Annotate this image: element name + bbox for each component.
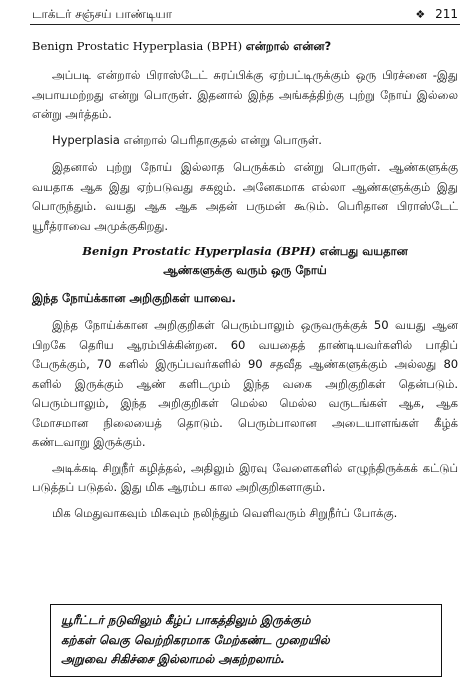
highlight-box (50, 604, 442, 677)
page-header (32, 6, 458, 24)
paragraph: இந்த நோய்க்கான அறிகுறிகள் பெரும்பாலும் ஒருவருக்குக் 50 வயது ஆன பிறகே தெரிய ஆரம்பிக்கின்றன. 60 வயதைத் தாண்டியவர்களில் பாதிப் பேருக்கும், 70 களில் இருப்பவர்களில் 90 சதவீத ஆண்களுக்கும் அல்லது 80 களில் இருக்கும் ஆண் களிடமும் இந்த வகை அறிகுறிகள் தென்படும். பெரும்பாலும், இந்த அறிகுறிகள் மெல்ல மெல்ல வருடங்கள் ஆக, ஆக மோசமான நிலையைத் தொடும். பெரும்பாலான அடையாளங்கள் கீழ்க் கண்டவாறு இருக்கும். (32, 318, 458, 449)
center-heading-tamil-1: என்பது வயதான (319, 244, 408, 258)
center-heading-latin: Benign Prostatic Hyperplasia (BPH) (82, 244, 316, 258)
paragraph: Hyperplasia என்றால் பெரிதாகுதல் என்று பொருள். (52, 132, 322, 147)
paragraph: அப்படி என்றால் பிராஸ்டேட் சுரப்பிக்கு ஏற்பட்டிருக்கும் ஒரு பிரச்னை -இது அபாயமற்றது என்று பொருள். இதனால் இந்த அங்கத்திற்கு புற்று நோய் இல்லை என்று அர்த்தம். (32, 68, 458, 121)
sub-heading: இந்த நோய்க்கான அறிகுறிகள் யாவை. (32, 291, 236, 305)
center-heading (32, 242, 458, 280)
page-number-block (415, 6, 458, 23)
paragraph: அடிக்கடி சிறுநீர் கழித்தல், அதிலும் இரவு வேளைகளில் எழுந்திருக்கக் கட்டுப் படுத்தப் படுதல். இது மிக ஆரம்ப கால அறிகுறிகளாகும். (32, 460, 458, 494)
section-title (32, 38, 458, 54)
center-heading-tamil-2: ஆண்களுக்கு வரும் ஒரு நோய் (163, 263, 327, 277)
header-rule (30, 24, 460, 25)
running-title: டாக்டர் சஞ்சய் பாண்டியா (32, 7, 172, 21)
highlight-line: அறுவை சிகிச்சை இல்லாமல் அகற்றலாம். (61, 652, 286, 666)
page-number: 211 (435, 7, 458, 21)
diamond-ornament-icon: ❖ (415, 8, 426, 21)
section-title-latin: Benign Prostatic Hyperplasia (BPH) (32, 39, 243, 53)
highlight-line: கற்கள் வெகு வெற்றிகரமாக மேற்கண்ட முறையில் (61, 632, 330, 647)
page-body (32, 30, 458, 529)
highlight-line: யூரீட்டர் நடுவிலும் கீழ்ப் பாகத்திலும் இருக்கும் (61, 613, 311, 627)
paragraph: மிக மெதுவாகவும் மிகவும் நலிந்தும் வெளிவரும் சிறுநீர்ப் போக்கு. (52, 505, 398, 520)
paragraph: இதனால் புற்று நோய் இல்லாத பெருக்கம் என்று பொருள். ஆண்களுக்கு வயதாக ஆக இது ஏற்படுவது சகஜம். அனேகமாக எல்லா ஆண்களுக்கும் இது பொருந்தும். வயது ஆக ஆக அதன் பருமன் கூடும். பெரிதான பிராஸ்டேட் யூரீத்ராவை அமுக்குகிறது. (32, 160, 458, 233)
section-title-tamil: என்றால் என்ன? (245, 39, 332, 53)
